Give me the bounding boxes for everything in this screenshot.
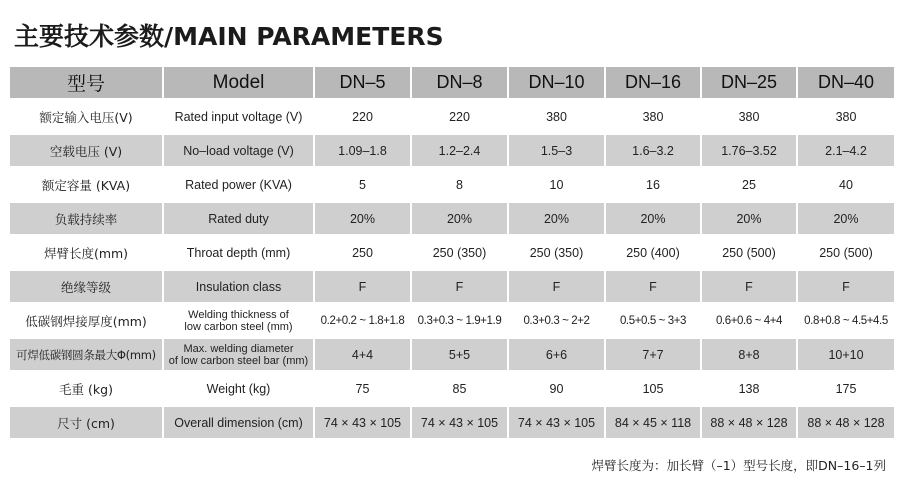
table-cell: 20% <box>798 203 894 234</box>
table-cell: 1.2–2.4 <box>412 135 509 166</box>
table-cell: 74 × 43 × 105 <box>509 407 606 438</box>
table-cell: 0.5+0.5 ~ 3+3 <box>606 305 702 336</box>
table-cell: 5+5 <box>412 339 509 370</box>
table-cell: 380 <box>798 101 894 132</box>
table-cell: 8 <box>412 169 509 200</box>
row-label-cn: 尺寸 (cm) <box>10 407 164 438</box>
table-cell: 1.5–3 <box>509 135 606 166</box>
table-cell: F <box>412 271 509 302</box>
header-model-cn: 型号 <box>10 67 164 98</box>
row-label-en: Rated power (KVA) <box>164 169 315 200</box>
row-label-en-line2: low carbon steel (mm) <box>184 320 293 333</box>
row-label-cn: 空载电压 (V) <box>10 135 164 166</box>
table-cell: 2.1–4.2 <box>798 135 894 166</box>
table-cell: 10+10 <box>798 339 894 370</box>
table-cell: 25 <box>702 169 798 200</box>
header-model-dn10: DN–10 <box>509 67 606 98</box>
row-label-en: Rated input voltage (V) <box>164 101 315 132</box>
table-cell: 0.3+0.3 ~ 2+2 <box>509 305 606 336</box>
table-cell: 74 × 43 × 105 <box>412 407 509 438</box>
table-cell: F <box>798 271 894 302</box>
table-cell: 40 <box>798 169 894 200</box>
table-cell: 105 <box>606 373 702 404</box>
table-cell: 250 <box>315 237 412 268</box>
table-cell: 138 <box>702 373 798 404</box>
row-label-cn: 额定容量 (KVA) <box>10 169 164 200</box>
row-label-en-line2: of low carbon steel bar (mm) <box>168 354 309 367</box>
footnote: 焊臂长度为：加长臂（–1）型号长度，即DN–16–1列 <box>591 458 886 473</box>
table-cell: 20% <box>509 203 606 234</box>
header-model-dn8: DN–8 <box>412 67 509 98</box>
table-row <box>10 135 894 166</box>
table-cell: 250 (500) <box>798 237 894 268</box>
table-cell: 250 (500) <box>702 237 798 268</box>
row-label-en-line1: Welding thickness of <box>188 308 289 321</box>
table-row <box>10 339 894 370</box>
row-label-en: Throat depth (mm) <box>164 237 315 268</box>
table-cell: 20% <box>702 203 798 234</box>
row-label-cn: 负载持续率 <box>10 203 164 234</box>
row-label-cn: 焊臂长度(mm) <box>10 237 164 268</box>
table-cell: 6+6 <box>509 339 606 370</box>
table-cell: 74 × 43 × 105 <box>315 407 412 438</box>
table-cell: 85 <box>412 373 509 404</box>
table-cell: 20% <box>315 203 412 234</box>
table-cell: 75 <box>315 373 412 404</box>
table-cell: 7+7 <box>606 339 702 370</box>
table-row <box>10 237 894 268</box>
row-label-cn: 额定输入电压(V) <box>10 101 164 132</box>
row-label-en: Rated duty <box>164 203 315 234</box>
table-cell: 175 <box>798 373 894 404</box>
table-cell: 0.8+0.8 ~ 4.5+4.5 <box>798 305 894 336</box>
header-model-en: Model <box>164 67 315 98</box>
table-cell: F <box>702 271 798 302</box>
table-header-row <box>10 67 894 98</box>
table-row <box>10 101 894 132</box>
row-label-cn: 绝缘等级 <box>10 271 164 302</box>
row-label-en <box>164 305 315 336</box>
table-cell: F <box>509 271 606 302</box>
header-model-dn40: DN–40 <box>798 67 894 98</box>
table-cell: 380 <box>702 101 798 132</box>
row-label-en <box>164 339 315 370</box>
table-row <box>10 407 894 438</box>
row-label-cn: 可焊低碳钢圆条最大Φ(mm) <box>10 339 164 370</box>
row-label-en: No–load voltage (V) <box>164 135 315 166</box>
table-cell: 84 × 45 × 118 <box>606 407 702 438</box>
table-row <box>10 373 894 404</box>
table-cell: 5 <box>315 169 412 200</box>
table-row <box>10 305 894 336</box>
table-cell: 16 <box>606 169 702 200</box>
row-label-cn: 低碳钢焊接厚度(mm) <box>10 305 164 336</box>
table-cell: F <box>315 271 412 302</box>
header-model-dn16: DN–16 <box>606 67 702 98</box>
table-cell: 20% <box>412 203 509 234</box>
table-cell: 220 <box>412 101 509 132</box>
table-cell: 250 (350) <box>412 237 509 268</box>
table-cell: 0.2+0.2 ~ 1.8+1.8 <box>315 305 412 336</box>
row-label-en: Insulation class <box>164 271 315 302</box>
table-cell: 220 <box>315 101 412 132</box>
parameters-table <box>10 64 894 441</box>
table-cell: 88 × 48 × 128 <box>798 407 894 438</box>
table-cell: 380 <box>606 101 702 132</box>
table-cell: 0.6+0.6 ~ 4+4 <box>702 305 798 336</box>
row-label-en: Weight (kg) <box>164 373 315 404</box>
row-label-en-line1: Max. welding diameter <box>183 342 294 355</box>
table-cell: 8+8 <box>702 339 798 370</box>
table-cell: 250 (350) <box>509 237 606 268</box>
table-cell: 0.3+0.3 ~ 1.9+1.9 <box>412 305 509 336</box>
header-model-dn5: DN–5 <box>315 67 412 98</box>
table-row <box>10 203 894 234</box>
table-cell: 4+4 <box>315 339 412 370</box>
table-cell: 380 <box>509 101 606 132</box>
table-cell: 88 × 48 × 128 <box>702 407 798 438</box>
table-row <box>10 271 894 302</box>
table-cell: F <box>606 271 702 302</box>
table-cell: 1.09–1.8 <box>315 135 412 166</box>
table-row <box>10 169 894 200</box>
table-cell: 1.76–3.52 <box>702 135 798 166</box>
table-cell: 20% <box>606 203 702 234</box>
table-cell: 10 <box>509 169 606 200</box>
row-label-en: Overall dimension (cm) <box>164 407 315 438</box>
row-label-cn: 毛重 (kg) <box>10 373 164 404</box>
page-title: 主要技术参数/MAIN PARAMETERS <box>14 22 444 51</box>
table-cell: 250 (400) <box>606 237 702 268</box>
table-cell: 1.6–3.2 <box>606 135 702 166</box>
table-cell: 90 <box>509 373 606 404</box>
header-model-dn25: DN–25 <box>702 67 798 98</box>
